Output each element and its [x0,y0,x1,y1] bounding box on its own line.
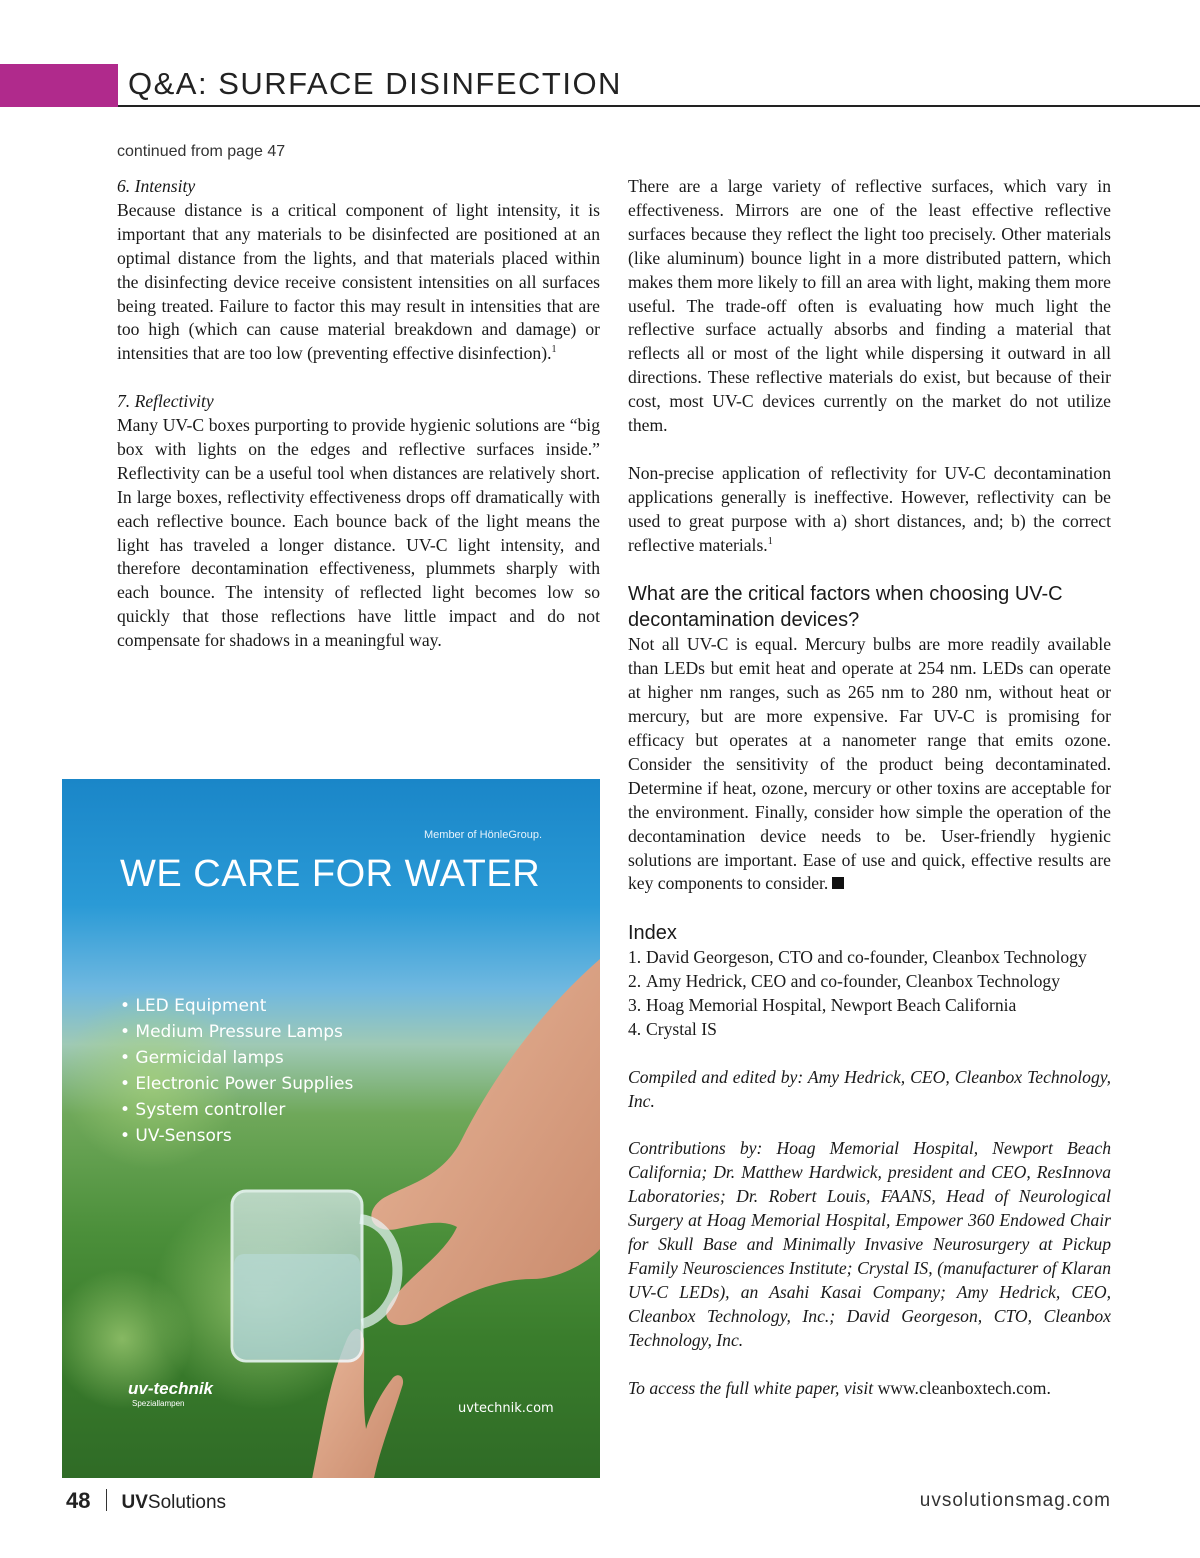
index-number: 4. [628,1018,642,1039]
section-reflectivity [117,390,600,653]
index-item [628,994,1111,1018]
index-item [628,970,1111,994]
paragraph-text: Not all UV-C is equal. Mercury bulbs are more readily available than LEDs but emit heat and operate at 254 nm. LEDs can operate at higher nm ranges, such as 265 nm to 280 nm, without heat or mercury, but are more expensive. Far UV-C is promising for efficacy but operates at a nanometer range that emits ozone. Consider the sensitivity of the product being decontaminated. Determine if heat, ozone, mercury or other toxins are acceptable for the environment. Finally, consider how simple the operation of the decontamination device needs to be. User-friendly hygienic solutions are important. Ease of use and quick, effective results are key components to consider. [628,634,1111,894]
footnote-ref: 1 [551,344,557,356]
ad-logo-sub: Speziallampen [132,1399,185,1408]
index-text: Crystal IS [646,1018,717,1039]
compiled-credit: Compiled and edited by: Amy Hedrick, CEO, Cleanbox Technology, Inc. [628,1066,1111,1111]
header-accent-bar [0,64,118,107]
magazine-website[interactable]: uvsolutionsmag.com [919,1490,1111,1511]
paragraph-text: Non-precise application of reflectivity for UV-C decontamination applications generally is ineffective. However, reflectivity can be used to great purpose with a) short distances, and; b) the correct reflective materials. [628,462,1111,555]
index-text: Amy Hedrick, CEO and co-founder, Cleanbox Technology [646,971,1061,992]
page-number: 48 [66,1488,91,1513]
ad-product-item: • Medium Pressure Lamps [120,1022,343,1042]
ad-product-item: • Electronic Power Supplies [120,1074,354,1094]
paragraph [628,633,1111,896]
section-body: Many UV-C boxes purporting to provide hygienic solutions are “big box with lights on the edges and reflective surfaces inside.” Reflectivity can be a useful tool when distances are relatively short. In large boxes, reflectivity effectiveness drops off dramatically with each reflective bounce. Each bounce back of the light means the light has traveled a longer distance. UV-C light intensity, and therefore decontamination effectiveness, plummets sharply with each bounce. The intensity of reflected light becomes low so quickly that those reflections have little impact and do not compensate for shadows in a meaningful way. [117,415,600,651]
index-heading: Index [628,922,677,945]
section-body: Because distance is a critical component of light intensity, it is important that any materials to be disinfected are positioned at an optimal distance from the lights, and that materials placed within the disinfecting device receive consistent intensities on all surfaces being treated. Failure to factor this may result in intensities that are too high (which can cause material breakdown and damage) or intensities that are too low (preventing effective disinfection). [117,199,600,364]
magazine-brand-uv: UV [121,1492,148,1513]
index-number: 2. [628,971,642,992]
white-paper-link[interactable]: www.cleanboxtech.com. [877,1377,1051,1398]
index-text: Hoag Memorial Hospital, Newport Beach California [646,995,1017,1016]
index-list [628,946,1111,1042]
index-number: 3. [628,995,642,1016]
left-column [117,175,600,677]
access-note [628,1377,1111,1401]
footer-divider [106,1489,107,1511]
section-heading: 7. Reflectivity [117,391,214,412]
index-item [628,1018,1111,1042]
end-mark-icon [832,877,844,889]
ad-member-note: Member of HönleGroup. [424,829,542,841]
index-text: David Georgeson, CTO and co-founder, Cleanbox Technology [646,947,1087,968]
access-label: To access the full white paper, visit [628,1377,874,1398]
section-intensity [117,175,600,366]
index-item [628,946,1111,970]
ad-product-item: • LED Equipment [120,996,267,1016]
page-section-title: Q&A: SURFACE DISINFECTION [128,66,622,101]
footnote-ref: 1 [767,535,773,547]
advertisement[interactable] [62,779,600,1478]
credits [628,1066,1111,1401]
question-heading: What are the critical factors when choosing UV-C decontamination devices? [628,583,1063,632]
footer-left [66,1488,226,1514]
contributions-credit: Contributions by: Hoag Memorial Hospital, Newport Beach California; Dr. Matthew Hardwick, president and CEO, ResInnova Laboratories; Dr. Robert Louis, FAANS, Head of Neurological Surgery at Hoag Memorial Hospital, Empower 360 Endowed Chair for Skull Base and Minimally Invasive Neurosurgery at Pickup Family Neurosciences Institute; Crystal IS, (manufacturer of Klaran UV-C LEDs), an Asahi Kasai Company; Amy Hedrick, CEO, Cleanbox Technology, Inc.; David Georgeson, CTO, Cleanbox Technology, Inc. [628,1138,1111,1350]
ad-logo-brand: uv-technik [128,1379,214,1398]
right-column [628,175,1111,1424]
index-number: 1. [628,947,642,968]
ad-product-item: • UV-Sensors [120,1126,232,1146]
magazine-brand-solutions: Solutions [147,1492,227,1513]
ad-headline: WE CARE FOR WATER [120,853,541,895]
section-heading: 6. Intensity [117,176,196,196]
ad-product-item: • Germicidal lamps [120,1048,284,1068]
header-rule [118,105,1200,107]
ad-brand-logo [128,1379,213,1408]
paragraph: There are a large variety of reflective surfaces, which vary in effectiveness. Mirrors are one of the least effective reflective surfaces because they reflect the light too precisely. Other materials (like aluminum) bounce light in a more distributed pattern, which makes them more likely to fill an area with light, making them more useful. The trade-off often is evaluating how much light the reflective surface actually absorbs and finding a material that reflects all or most of the light while dispersing it outward in all directions. These reflective materials do exist, but because of their cost, most UV-C devices currently on the market do not utilize them. [628,176,1111,436]
ad-product-item: • System controller [120,1100,286,1120]
continued-note: continued from page 47 [117,143,286,160]
ad-product-list [120,993,353,1149]
ad-website-link[interactable]: uvtechnik.com [458,1401,554,1416]
paragraph [628,462,1111,558]
